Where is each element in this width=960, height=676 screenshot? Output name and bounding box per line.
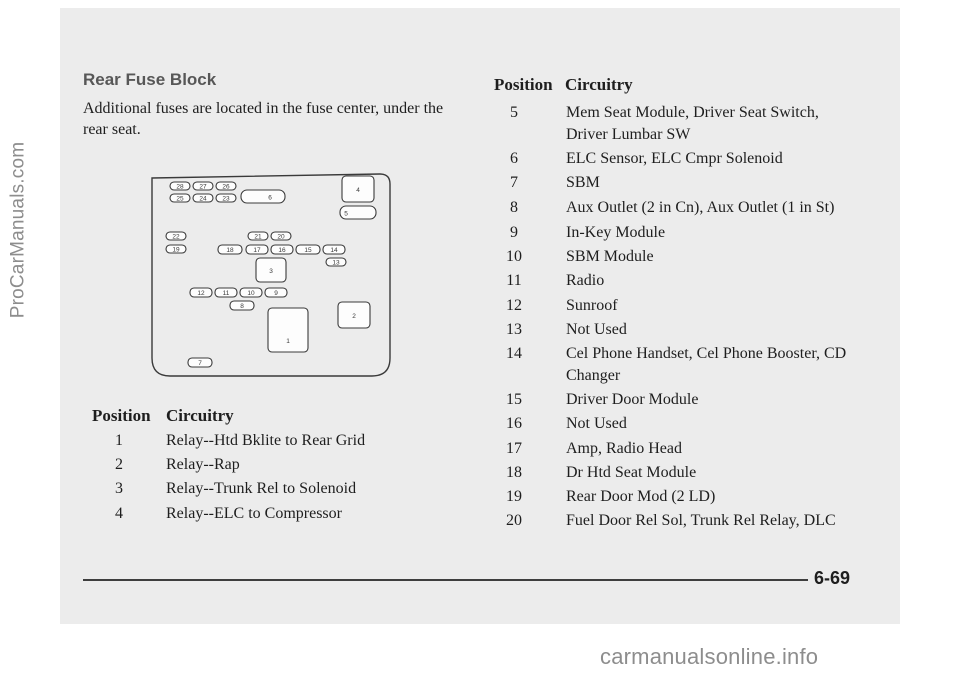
page-number: 6-69 [814, 568, 851, 588]
circuit-description: Cel Phone Handset, Cel Phone Booster, CD Changer [566, 345, 847, 384]
position-number: 10 [506, 248, 522, 265]
side-watermark-text: ProCarManuals.com [7, 141, 29, 319]
fuse-9 [265, 288, 287, 297]
position-number: 16 [506, 415, 522, 432]
circuit-description: Radio [566, 272, 605, 289]
position-number: 15 [506, 391, 522, 408]
svg-text:4: 4 [356, 187, 360, 194]
fuse-19 [166, 245, 186, 254]
relay-4 [342, 176, 374, 202]
position-number: 6 [510, 150, 518, 167]
svg-text:24: 24 [199, 195, 207, 203]
position-number: 4 [115, 505, 123, 522]
right-position-header: Position [494, 75, 553, 94]
circuit-description: Relay--Htd Bklite to Rear Grid [166, 432, 366, 449]
svg-text:25: 25 [176, 195, 184, 203]
right-circuitry-header: Circuitry [565, 75, 633, 94]
left-circuitry-header: Circuitry [166, 406, 234, 425]
fuse-12 [190, 288, 212, 297]
circuit-description: Relay--ELC to Compressor [166, 505, 342, 522]
position-number: 14 [506, 345, 522, 362]
circuit-description: Fuel Door Rel Sol, Trunk Rel Relay, DLC [566, 512, 836, 529]
svg-text:3: 3 [269, 268, 273, 275]
circuit-description: Dr Htd Seat Module [566, 464, 697, 481]
fuse-8 [230, 301, 254, 310]
fuse-23 [216, 194, 236, 203]
position-number: 7 [510, 174, 518, 191]
circuit-description: Not Used [566, 415, 627, 432]
fuse-5 [340, 206, 376, 219]
footer-rule [83, 579, 808, 581]
circuit-description: Relay--Trunk Rel to Solenoid [166, 480, 357, 497]
fuse-28 [170, 182, 190, 191]
bottom-watermark: carmanualsonline.info [600, 644, 819, 669]
circuit-description: Relay--Rap [166, 456, 240, 473]
fuse-26 [216, 182, 236, 191]
fuse-block-diagram [140, 170, 395, 385]
position-number: 5 [510, 104, 518, 121]
circuit-description: ELC Sensor, ELC Cmpr Solenoid [566, 150, 783, 167]
svg-text:22: 22 [172, 233, 180, 241]
fuse-27 [193, 182, 213, 191]
fuse-18 [218, 245, 242, 254]
svg-text:18: 18 [226, 247, 234, 254]
circuit-description: Sunroof [566, 297, 618, 314]
circuit-description: Rear Door Mod (2 LD) [566, 488, 716, 505]
circuit-description: Driver Door Module [566, 391, 699, 408]
position-number: 19 [506, 488, 522, 505]
left-position-header: Position [92, 406, 151, 425]
fuse-25 [170, 194, 190, 203]
svg-text:21: 21 [254, 233, 262, 241]
position-number: 20 [506, 512, 522, 529]
relay-2 [338, 302, 370, 328]
svg-text:26: 26 [222, 183, 230, 191]
circuit-description: Amp, Radio Head [566, 440, 682, 457]
svg-text:19: 19 [172, 246, 180, 254]
svg-text:20: 20 [277, 233, 285, 241]
circuit-description: SBM Module [566, 248, 654, 265]
svg-text:23: 23 [222, 195, 230, 203]
svg-text:8: 8 [240, 303, 244, 310]
svg-text:16: 16 [278, 247, 286, 254]
svg-text:5: 5 [344, 210, 348, 218]
fuse-10 [240, 288, 262, 297]
svg-text:1: 1 [286, 338, 290, 345]
circuit-description: Not Used [566, 321, 627, 338]
svg-text:15: 15 [304, 247, 312, 254]
svg-text:13: 13 [332, 259, 340, 267]
fuse-13 [326, 258, 346, 267]
circuit-description: Aux Outlet (2 in Cn), Aux Outlet (1 in St) [566, 199, 835, 216]
circuit-description: Mem Seat Module, Driver Seat Switch, Driver Lumbar SW [566, 104, 819, 143]
section-title: Rear Fuse Block [83, 70, 217, 89]
fuse-14 [323, 245, 345, 254]
svg-text:7: 7 [198, 360, 202, 367]
svg-text:12: 12 [197, 290, 205, 297]
svg-text:6: 6 [268, 194, 272, 202]
fuse-15 [296, 245, 320, 254]
position-number: 8 [510, 199, 518, 216]
svg-text:14: 14 [330, 247, 338, 254]
position-number: 1 [115, 432, 123, 449]
fuse-20 [271, 232, 291, 241]
svg-text:9: 9 [274, 290, 278, 297]
position-number: 18 [506, 464, 522, 481]
svg-text:27: 27 [199, 183, 207, 191]
relay-3 [256, 258, 286, 282]
intro-text: Additional fuses are located in the fuse center, under the rear seat. [83, 100, 444, 138]
svg-text:28: 28 [176, 183, 184, 191]
svg-text:2: 2 [352, 313, 356, 320]
fuse-17 [246, 245, 268, 254]
circuit-description: In-Key Module [566, 224, 666, 241]
circuit-description: SBM [566, 174, 600, 191]
fuse-24 [193, 194, 213, 203]
position-number: 11 [506, 272, 522, 289]
position-number: 2 [115, 456, 123, 473]
svg-text:11: 11 [222, 290, 230, 297]
fuse-block-svg [140, 170, 395, 385]
position-number: 17 [506, 440, 522, 457]
svg-text:17: 17 [253, 247, 261, 254]
fuse-21 [248, 232, 268, 241]
fuse-16 [271, 245, 293, 254]
fuse-7 [188, 358, 212, 367]
fuse-6 [241, 190, 285, 203]
position-number: 12 [506, 297, 522, 314]
side-watermark [3, 50, 33, 410]
fuse-11 [215, 288, 237, 297]
position-number: 9 [510, 224, 518, 241]
fuse-22 [166, 232, 186, 241]
svg-text:10: 10 [247, 290, 255, 297]
position-number: 13 [506, 321, 522, 338]
position-number: 3 [115, 480, 123, 497]
relay-1 [268, 308, 308, 352]
